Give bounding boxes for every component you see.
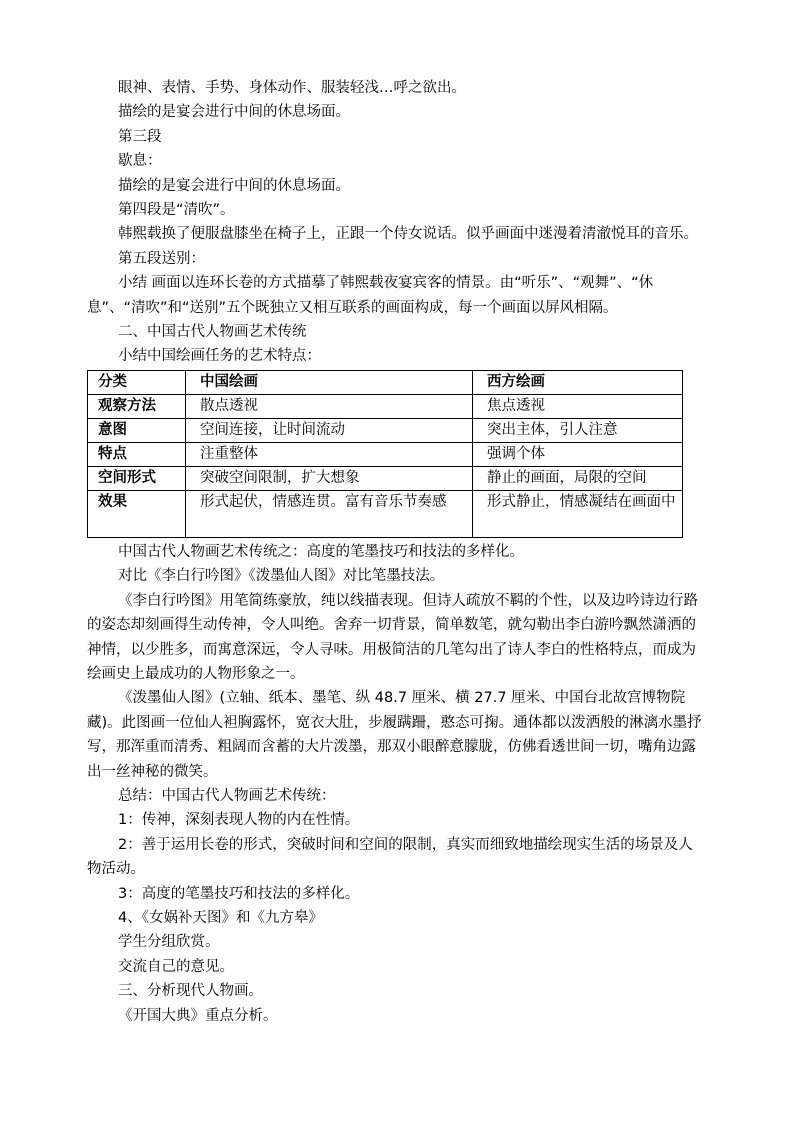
table-row	[88, 490, 683, 537]
paragraph: 中国古代人物画艺术传统之：高度的笔墨技巧和技法的多样化。	[118, 543, 524, 560]
paragraph: 眼神、表情、手势、身体动作、服装轻浅…呼之欲出。	[118, 80, 466, 96]
table-cell: 观察方法	[88, 394, 186, 418]
table-row	[88, 466, 683, 490]
paragraph: 描绘的是宴会进行中间的休息场面。	[118, 177, 350, 194]
table-cell: 空间连接，让时间流动	[186, 418, 473, 442]
paragraph: 小结 画面以连环长卷的方式描摹了韩熙载夜宴宾客的情景。由“听乐”、“观舞”、“休息”、“清吹”和“送别”五个既独立又相互联系的画面构成，每一个画面以屏风相隔。	[87, 275, 654, 316]
paragraph: 3：高度的笔墨技巧和技法的多样化。	[118, 885, 360, 902]
table-cell: 散点透视	[186, 394, 473, 418]
paragraph: 第五段送别：	[118, 250, 205, 267]
paragraph: 第三段	[118, 128, 162, 145]
table-cell: 强调个体	[473, 442, 683, 466]
table-cell: 空间形式	[88, 466, 186, 490]
paragraph: 交流自己的意见。	[118, 958, 234, 975]
paragraph: 2：善于运用长卷的形式，突破时间和空间的限制，真实而细致地描绘现实生活的场景及人物活动。	[87, 836, 693, 878]
table-cell: 形式起伏，情感连贯。富有音乐节奏感	[186, 490, 473, 537]
table-row	[88, 418, 683, 442]
paragraph: 4、《女娲补天图》和《九方皋》	[118, 909, 323, 926]
text-block-bottom	[87, 540, 707, 1028]
paragraph: 歇息：	[118, 153, 162, 170]
table-header-row	[88, 370, 683, 394]
table-cell: 效果	[88, 490, 186, 537]
table-header-cell: 分类	[88, 370, 186, 394]
table-cell: 特点	[88, 442, 186, 466]
paragraph: 《泼墨仙人图》(立轴、纸本、墨笔、纵 48.7 厘米、横 27.7 厘米、中国台北故宫博物院藏)。此图画一位仙人袒胸露怀，宽衣大肚，步履蹒跚，憨态可掬。通体都以泼洒般的淋漓水墨抒写，那浑重而清秀、粗阔而含蓄的大片泼墨，那双小眼醉意朦胧，仿佛看透世间一切，嘴角边露出一丝神秘的微笑。	[87, 690, 702, 780]
table-row	[88, 442, 683, 466]
paragraph: 对比《李白行吟图》《泼墨仙人图》对比笔墨技法。	[118, 568, 445, 585]
paragraph: 第四段是“清吹”。	[118, 202, 235, 219]
paragraph: 三、分析现代人物画。	[118, 983, 263, 1000]
table-cell: 意图	[88, 418, 186, 442]
paragraph: 韩熙载换了便服盘膝坐在椅子上，正跟一个侍女说话。似乎画面中迷漫着清澈悦耳的音乐。	[118, 226, 698, 243]
paragraph: 学生分组欣赏。	[118, 934, 220, 951]
text-block-top	[87, 76, 707, 369]
paragraph: 1：传神，深刻表现人物的内在性情。	[118, 812, 360, 829]
paragraph: 总结：中国古代人物画艺术传统：	[118, 787, 336, 804]
table-header-cell: 西方绘画	[473, 370, 683, 394]
table-cell: 突破空间限制，扩大想象	[186, 466, 473, 490]
table-cell: 注重整体	[186, 442, 473, 466]
paragraph: 《李白行吟图》用笔简练豪放，纯以线描表现。但诗人疏放不羁的个性，以及边吟诗边行路的姿态却刻画得生动传神，令人叫绝。舍弃一切背景，简单数笔，就勾勒出李白游吟飘然潇洒的神情，以少胜多，而寓意深远，令人寻味。用极简洁的几笔勾出了诗人李白的性格特点，而成为绘画史上最成功的人物形象之一。	[87, 592, 698, 682]
paragraph: 《开国大典》重点分析。	[118, 1007, 278, 1024]
table-cell: 静止的画面，局限的空间	[473, 466, 683, 490]
paragraph: 二、中国古代人物画艺术传统	[118, 324, 307, 341]
table-row	[88, 394, 683, 418]
comparison-table	[87, 370, 683, 538]
table-cell: 形式静止，情感凝结在画面中	[473, 490, 683, 537]
document-page	[87, 76, 707, 1028]
table-cell: 突出主体，引人注意	[473, 418, 683, 442]
paragraph: 小结中国绘画任务的艺术特点：	[118, 348, 321, 365]
paragraph: 描绘的是宴会进行中间的休息场面。	[118, 104, 350, 121]
table-header-cell: 中国绘画	[186, 370, 473, 394]
table-cell: 焦点透视	[473, 394, 683, 418]
